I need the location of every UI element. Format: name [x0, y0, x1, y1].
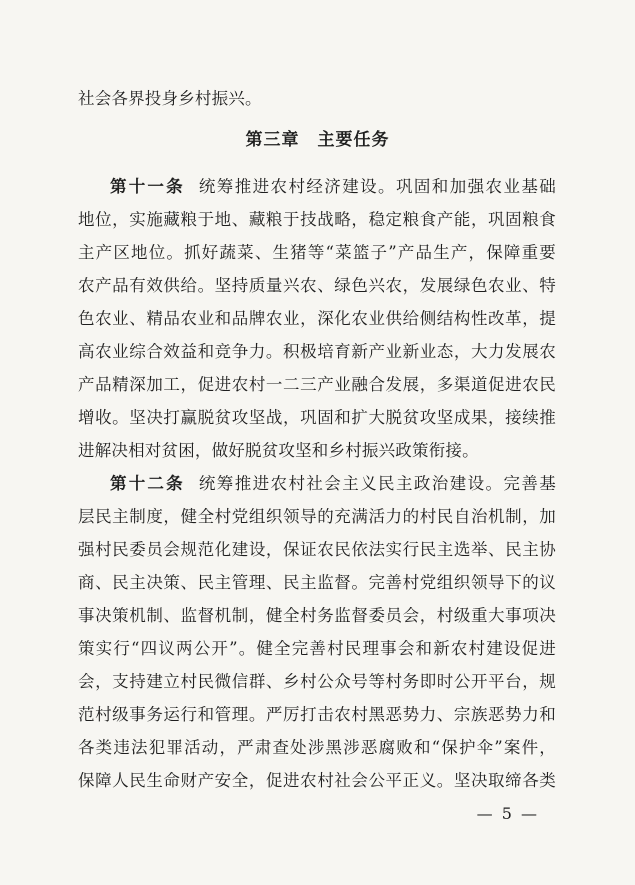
article-11-line-4: 农产品有效供给。坚持质量兴农、绿色兴农，发展绿色农业、特 [78, 276, 556, 295]
article-11-line-9: 进解决相对贫困，做好脱贫攻坚和乡村振兴政策衔接。 [78, 441, 479, 460]
article-11-line-5: 色农业、精品农业和品牌农业，深化农业供给侧结构性改革，提 [78, 309, 556, 328]
article-11-label: 第十一条 [110, 177, 185, 196]
article-11-text-1: 统筹推进农村经济建设。巩固和加强农业基础 [198, 177, 557, 196]
article-11-line-7: 产品精深加工，促进农村一二三产业融合发展，多渠道促进农民 [78, 375, 556, 394]
intro-line: 社会各界投身乡村振兴。 [78, 89, 262, 108]
article-12-text-1: 统筹推进农村社会主义民主政治建设。完善基 [198, 474, 557, 493]
article-12-line-8: 范村级事务运行和管理。严厉打击农村黑恶势力、宗族恶势力和 [78, 705, 556, 724]
article-11-line-8: 增收。坚决打赢脱贫攻坚战，巩固和扩大脱贫攻坚成果，接续推 [78, 408, 556, 427]
article-12-line-7: 会，支持建立村民微信群、乡村公众号等村务即时公开平台，规 [78, 672, 556, 691]
chapter-heading [0, 129, 635, 151]
article-12-line-5: 事决策机制、监督机制，健全村务监督委员会，村级重大事项决 [78, 606, 556, 625]
article-11-line-3: 主产区地位。抓好蔬菜、生猪等“菜篮子”产品生产，保障重要 [78, 243, 556, 262]
article-12-line-4: 商、民主决策、民主管理、民主监督。完善村党组织领导下的议 [78, 573, 556, 592]
article-12-line-1 [110, 474, 556, 494]
chapter-number: 第三章 [245, 130, 300, 150]
article-12-line-9: 各类违法犯罪活动，严肃查处涉黑涉恶腐败和“保护伞”案件， [78, 738, 556, 757]
article-12-line-2: 层民主制度，健全村党组织领导的充满活力的村民自治机制，加 [78, 507, 556, 526]
page-number: — 5 — [476, 804, 539, 823]
article-12-line-3: 强村民委员会规范化建设，保证农民依法实行民主选举、民主协 [78, 540, 556, 559]
article-11-line-2: 地位，实施藏粮于地、藏粮于技战略，稳定粮食产能，巩固粮食 [78, 210, 556, 229]
chapter-title: 主要任务 [317, 130, 390, 150]
article-12-label: 第十二条 [110, 474, 185, 493]
article-11-line-1 [110, 177, 556, 197]
article-11-line-6: 高农业综合效益和竞争力。积极培育新产业新业态，大力发展农 [78, 342, 556, 361]
article-12-line-6: 策实行“四议两公开”。健全完善村民理事会和新农村建设促进 [78, 639, 556, 658]
article-12-line-10: 保障人民生命财产安全，促进农村社会公平正义。坚决取缔各类 [78, 771, 556, 790]
